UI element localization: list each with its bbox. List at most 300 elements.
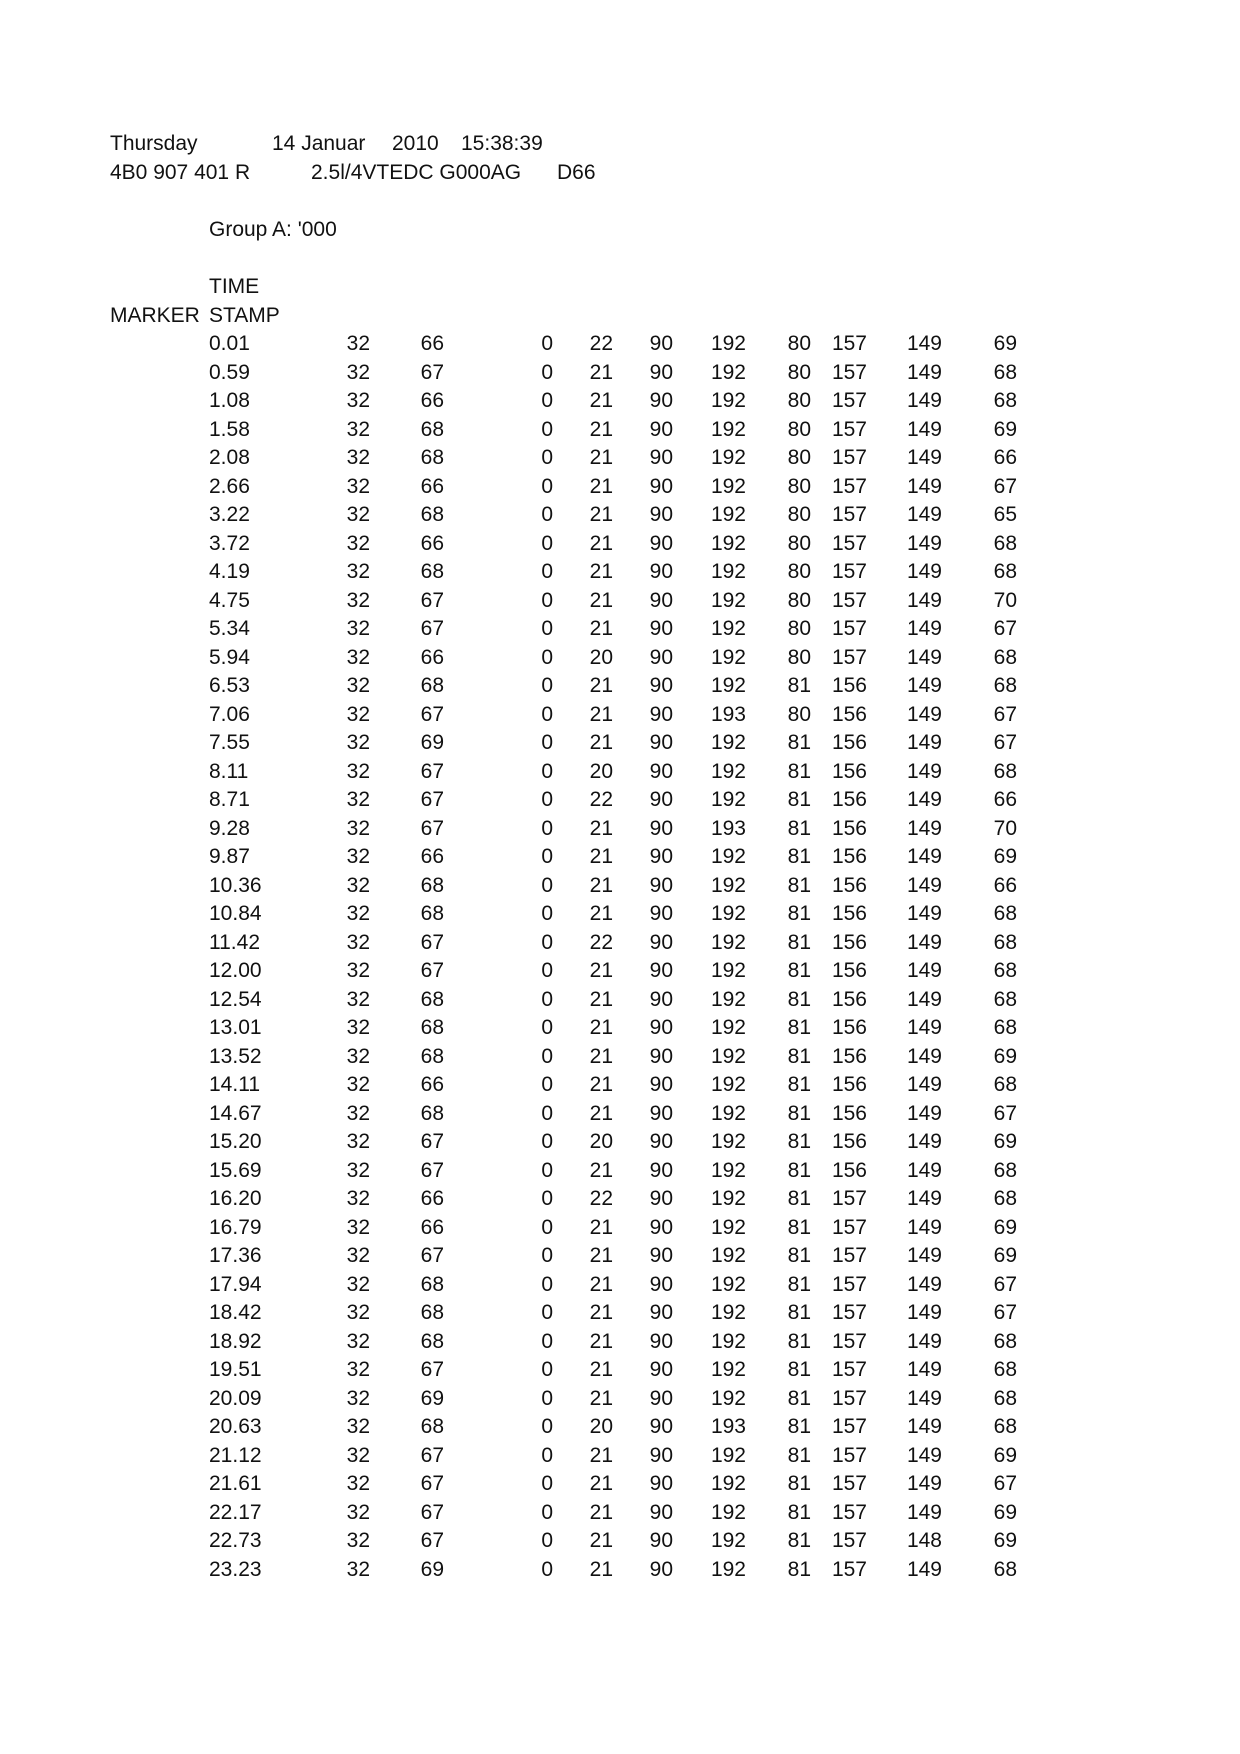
value-cell: 81 [787, 1358, 811, 1381]
value-cell: 192 [710, 1187, 746, 1210]
value-cell: 66 [993, 873, 1017, 897]
time-stamp-cell: 8.11 [209, 759, 249, 783]
time-stamp-cell: 13.01 [209, 1016, 262, 1039]
value-cell: 69 [993, 1044, 1017, 1068]
value-cell: 0 [541, 1472, 553, 1495]
value-cell: 81 [787, 1101, 811, 1125]
value-cell: 68 [993, 645, 1017, 669]
value-cell: 0 [541, 1329, 553, 1353]
value-cell: 90 [649, 902, 673, 925]
value-cell: 192 [710, 1272, 746, 1296]
value-cell: 90 [649, 959, 673, 982]
time-stamp-cell: 3.22 [209, 503, 250, 526]
value-cell: 32 [346, 1415, 370, 1438]
value-cell: 32 [346, 1557, 370, 1581]
value-cell: 192 [710, 1244, 746, 1267]
value-cell: 81 [787, 1329, 811, 1353]
value-cell: 90 [649, 1215, 673, 1239]
value-cell: 21 [589, 503, 613, 526]
value-cell: 192 [710, 446, 746, 469]
value-cell: 67 [420, 1472, 444, 1495]
value-cell: 149 [906, 503, 942, 526]
value-cell: 0 [541, 1016, 553, 1039]
value-cell: 21 [589, 1529, 613, 1552]
value-cell: 157 [831, 1358, 867, 1381]
value-cell: 67 [993, 1272, 1017, 1296]
value-cell: 66 [420, 389, 444, 412]
value-cell: 157 [831, 360, 867, 384]
value-cell: 90 [649, 1358, 673, 1381]
time-stamp-cell: 17.36 [209, 1244, 262, 1267]
time-column-label: TIME [209, 275, 260, 298]
value-cell: 81 [787, 1557, 811, 1581]
value-cell: 32 [346, 389, 370, 412]
value-cell: 66 [420, 1073, 444, 1096]
value-cell: 21 [589, 617, 613, 640]
time-stamp-cell: 1.58 [209, 417, 250, 441]
value-cell: 0 [541, 1386, 553, 1410]
value-cell: 67 [420, 959, 444, 982]
value-cell: 192 [710, 845, 746, 868]
value-cell: 0 [541, 1073, 553, 1096]
value-cell: 149 [906, 332, 942, 355]
value-cell: 149 [906, 1130, 942, 1153]
value-cell: 192 [710, 1130, 746, 1153]
value-cell: 21 [589, 360, 613, 384]
table-row [0, 1244, 1240, 1272]
value-cell: 90 [649, 1130, 673, 1153]
value-cell: 0 [541, 845, 553, 868]
time-stamp-cell: 5.34 [209, 617, 250, 640]
table-row [0, 560, 1240, 588]
value-cell: 68 [420, 1272, 444, 1296]
value-cell: 0 [541, 1101, 553, 1125]
value-cell: 80 [787, 702, 811, 726]
value-cell: 32 [346, 1301, 370, 1324]
time-stamp-cell: 19.51 [209, 1358, 262, 1381]
value-cell: 157 [831, 588, 867, 612]
table-row [0, 902, 1240, 930]
value-cell: 21 [589, 1016, 613, 1039]
value-cell: 0 [541, 332, 553, 355]
value-cell: 192 [710, 1386, 746, 1410]
value-cell: 157 [831, 503, 867, 526]
value-cell: 22 [589, 1187, 613, 1210]
value-cell: 81 [787, 1529, 811, 1552]
marker-column-label: MARKER [110, 304, 200, 327]
value-cell: 21 [589, 1101, 613, 1125]
value-cell: 149 [906, 1044, 942, 1068]
value-cell: 66 [420, 332, 444, 355]
value-cell: 90 [649, 645, 673, 669]
value-cell: 66 [420, 845, 444, 868]
value-cell: 66 [420, 531, 444, 555]
value-cell: 90 [649, 1244, 673, 1267]
value-cell: 67 [420, 702, 444, 726]
value-cell: 149 [906, 959, 942, 982]
value-cell: 149 [906, 1301, 942, 1324]
value-cell: 90 [649, 702, 673, 726]
value-cell: 90 [649, 788, 673, 811]
value-cell: 192 [710, 503, 746, 526]
value-cell: 0 [541, 1215, 553, 1239]
value-cell: 156 [831, 1073, 867, 1096]
table-row [0, 361, 1240, 389]
value-cell: 0 [541, 1130, 553, 1153]
value-cell: 21 [589, 1443, 613, 1467]
value-cell: 90 [649, 731, 673, 754]
time-stamp-cell: 12.00 [209, 959, 262, 982]
value-cell: 149 [906, 1272, 942, 1296]
value-cell: 67 [420, 588, 444, 612]
value-cell: 21 [589, 845, 613, 868]
value-cell: 32 [346, 1158, 370, 1182]
value-cell: 149 [906, 930, 942, 954]
value-cell: 149 [906, 360, 942, 384]
table-row [0, 1016, 1240, 1044]
value-cell: 192 [710, 959, 746, 982]
time-stamp-cell: 10.36 [209, 873, 262, 897]
table-row [0, 931, 1240, 959]
value-cell: 157 [831, 617, 867, 640]
value-cell: 0 [541, 474, 553, 498]
value-cell: 32 [346, 617, 370, 640]
value-cell: 192 [710, 987, 746, 1011]
value-cell: 32 [346, 873, 370, 897]
value-cell: 149 [906, 788, 942, 811]
value-cell: 157 [831, 1215, 867, 1239]
value-cell: 149 [906, 1158, 942, 1182]
value-cell: 90 [649, 1472, 673, 1495]
table-row [0, 1358, 1240, 1386]
value-cell: 157 [831, 1529, 867, 1552]
value-cell: 68 [420, 1044, 444, 1068]
value-cell: 90 [649, 845, 673, 868]
value-cell: 80 [787, 645, 811, 669]
time-stamp-cell: 8.71 [209, 788, 250, 811]
time-stamp-cell: 14.11 [209, 1073, 260, 1096]
value-cell: 0 [541, 873, 553, 897]
value-cell: 148 [906, 1529, 942, 1552]
value-cell: 0 [541, 417, 553, 441]
value-cell: 21 [589, 474, 613, 498]
value-cell: 192 [710, 1158, 746, 1182]
value-cell: 149 [906, 1443, 942, 1467]
table-row [0, 1472, 1240, 1500]
value-cell: 90 [649, 360, 673, 384]
value-cell: 149 [906, 389, 942, 412]
table-row [0, 1216, 1240, 1244]
value-cell: 192 [710, 674, 746, 697]
value-cell: 149 [906, 1386, 942, 1410]
value-cell: 90 [649, 759, 673, 783]
value-cell: 157 [831, 1329, 867, 1353]
value-cell: 149 [906, 702, 942, 726]
value-cell: 32 [346, 902, 370, 925]
value-cell: 192 [710, 1472, 746, 1495]
value-cell: 68 [420, 674, 444, 697]
value-cell: 0 [541, 1358, 553, 1381]
value-cell: 21 [589, 531, 613, 555]
value-cell: 0 [541, 731, 553, 754]
time-stamp-cell: 20.09 [209, 1386, 262, 1410]
value-cell: 70 [993, 588, 1017, 612]
report-date: 14 Januar [272, 132, 366, 155]
value-cell: 32 [346, 1272, 370, 1296]
value-cell: 80 [787, 332, 811, 355]
value-cell: 156 [831, 902, 867, 925]
value-cell: 192 [710, 1301, 746, 1324]
value-cell: 192 [710, 1358, 746, 1381]
value-cell: 67 [993, 474, 1017, 498]
value-cell: 0 [541, 1158, 553, 1182]
value-cell: 157 [831, 560, 867, 583]
value-cell: 90 [649, 1443, 673, 1467]
value-cell: 149 [906, 1016, 942, 1039]
value-cell: 193 [710, 1415, 746, 1438]
value-cell: 67 [420, 1529, 444, 1552]
value-cell: 32 [346, 588, 370, 612]
value-cell: 157 [831, 645, 867, 669]
value-cell: 192 [710, 930, 746, 954]
value-cell: 192 [710, 759, 746, 783]
value-cell: 192 [710, 873, 746, 897]
value-cell: 69 [993, 1500, 1017, 1524]
value-cell: 192 [710, 1016, 746, 1039]
value-cell: 81 [787, 987, 811, 1011]
value-cell: 90 [649, 930, 673, 954]
value-cell: 90 [649, 873, 673, 897]
value-cell: 22 [589, 930, 613, 954]
time-stamp-cell: 9.28 [209, 816, 250, 840]
value-cell: 81 [787, 1443, 811, 1467]
value-cell: 32 [346, 531, 370, 555]
value-cell: 192 [710, 1529, 746, 1552]
value-cell: 149 [906, 1415, 942, 1438]
table-row [0, 703, 1240, 731]
value-cell: 192 [710, 1557, 746, 1581]
value-cell: 32 [346, 645, 370, 669]
value-cell: 21 [589, 816, 613, 840]
value-cell: 81 [787, 759, 811, 783]
value-cell: 68 [420, 1101, 444, 1125]
value-cell: 0 [541, 1443, 553, 1467]
table-row [0, 475, 1240, 503]
value-cell: 21 [589, 1557, 613, 1581]
table-row [0, 1558, 1240, 1586]
time-stamp-cell: 20.63 [209, 1415, 262, 1438]
value-cell: 192 [710, 531, 746, 555]
value-cell: 68 [420, 560, 444, 583]
value-cell: 66 [993, 788, 1017, 811]
value-cell: 149 [906, 1244, 942, 1267]
value-cell: 0 [541, 531, 553, 555]
table-row [0, 1045, 1240, 1073]
table-row [0, 988, 1240, 1016]
value-cell: 81 [787, 1130, 811, 1153]
value-cell: 67 [420, 1158, 444, 1182]
value-cell: 80 [787, 360, 811, 384]
value-cell: 157 [831, 332, 867, 355]
value-cell: 21 [589, 1500, 613, 1524]
value-cell: 80 [787, 617, 811, 640]
value-cell: 0 [541, 1557, 553, 1581]
value-cell: 157 [831, 1500, 867, 1524]
value-cell: 157 [831, 417, 867, 441]
value-cell: 149 [906, 845, 942, 868]
value-cell: 32 [346, 959, 370, 982]
time-stamp-cell: 13.52 [209, 1044, 262, 1068]
value-cell: 21 [589, 1329, 613, 1353]
value-cell: 0 [541, 674, 553, 697]
value-cell: 81 [787, 1244, 811, 1267]
time-stamp-cell: 2.66 [209, 474, 250, 498]
time-stamp-cell: 12.54 [209, 987, 262, 1011]
value-cell: 81 [787, 1301, 811, 1324]
value-cell: 21 [589, 873, 613, 897]
value-cell: 32 [346, 1472, 370, 1495]
value-cell: 32 [346, 759, 370, 783]
value-cell: 22 [589, 332, 613, 355]
value-cell: 0 [541, 788, 553, 811]
value-cell: 156 [831, 930, 867, 954]
value-cell: 0 [541, 446, 553, 469]
value-cell: 20 [589, 1415, 613, 1438]
value-cell: 0 [541, 816, 553, 840]
value-cell: 149 [906, 1500, 942, 1524]
time-stamp-cell: 0.59 [209, 360, 250, 384]
table-row [0, 1501, 1240, 1529]
table-row [0, 589, 1240, 617]
value-cell: 90 [649, 531, 673, 555]
table-row [0, 332, 1240, 360]
value-cell: 21 [589, 1272, 613, 1296]
group-label: Group A: '000 [209, 218, 337, 241]
value-cell: 0 [541, 1272, 553, 1296]
value-cell: 69 [993, 417, 1017, 441]
value-cell: 21 [589, 1215, 613, 1239]
value-cell: 67 [420, 1358, 444, 1381]
value-cell: 81 [787, 1500, 811, 1524]
value-cell: 156 [831, 702, 867, 726]
value-cell: 157 [831, 1443, 867, 1467]
value-cell: 81 [787, 788, 811, 811]
value-cell: 157 [831, 1386, 867, 1410]
value-cell: 32 [346, 930, 370, 954]
value-cell: 68 [420, 1301, 444, 1324]
value-cell: 67 [993, 731, 1017, 754]
value-cell: 81 [787, 1016, 811, 1039]
value-cell: 80 [787, 503, 811, 526]
value-cell: 0 [541, 1529, 553, 1552]
stamp-column-label: STAMP [209, 304, 280, 327]
value-cell: 32 [346, 845, 370, 868]
value-cell: 0 [541, 759, 553, 783]
table-row [0, 1273, 1240, 1301]
value-cell: 157 [831, 446, 867, 469]
value-cell: 67 [420, 360, 444, 384]
report-time: 15:38:39 [461, 132, 543, 155]
value-cell: 81 [787, 1187, 811, 1210]
value-cell: 0 [541, 617, 553, 640]
value-cell: 149 [906, 645, 942, 669]
value-cell: 69 [993, 1244, 1017, 1267]
value-cell: 149 [906, 560, 942, 583]
time-stamp-cell: 22.73 [209, 1529, 262, 1552]
value-cell: 20 [589, 759, 613, 783]
value-cell: 193 [710, 702, 746, 726]
table-row [0, 1330, 1240, 1358]
value-cell: 68 [993, 987, 1017, 1011]
table-row [0, 731, 1240, 759]
time-stamp-cell: 21.12 [209, 1443, 262, 1467]
value-cell: 90 [649, 1329, 673, 1353]
value-cell: 192 [710, 788, 746, 811]
value-cell: 149 [906, 1073, 942, 1096]
value-cell: 21 [589, 731, 613, 754]
time-stamp-cell: 3.72 [209, 531, 250, 555]
value-cell: 81 [787, 1215, 811, 1239]
value-cell: 21 [589, 1158, 613, 1182]
report-day: Thursday [110, 132, 198, 155]
value-cell: 67 [420, 1130, 444, 1153]
table-row [0, 1102, 1240, 1130]
value-cell: 80 [787, 417, 811, 441]
value-cell: 20 [589, 645, 613, 669]
value-cell: 80 [787, 560, 811, 583]
value-cell: 81 [787, 1158, 811, 1182]
value-cell: 32 [346, 1443, 370, 1467]
value-cell: 90 [649, 503, 673, 526]
value-cell: 32 [346, 1044, 370, 1068]
value-cell: 0 [541, 503, 553, 526]
value-cell: 68 [993, 902, 1017, 925]
time-stamp-cell: 4.19 [209, 560, 250, 583]
value-cell: 81 [787, 816, 811, 840]
table-row [0, 1387, 1240, 1415]
value-cell: 192 [710, 474, 746, 498]
value-cell: 90 [649, 560, 673, 583]
value-cell: 149 [906, 1329, 942, 1353]
value-cell: 192 [710, 1215, 746, 1239]
value-cell: 81 [787, 930, 811, 954]
value-cell: 21 [589, 959, 613, 982]
value-cell: 156 [831, 1101, 867, 1125]
value-cell: 149 [906, 674, 942, 697]
value-cell: 21 [589, 389, 613, 412]
value-cell: 0 [541, 389, 553, 412]
value-cell: 32 [346, 446, 370, 469]
value-cell: 157 [831, 1472, 867, 1495]
value-cell: 68 [993, 1187, 1017, 1210]
table-row [0, 532, 1240, 560]
value-cell: 192 [710, 1500, 746, 1524]
table-row [0, 1415, 1240, 1443]
value-cell: 68 [993, 759, 1017, 783]
value-cell: 0 [541, 930, 553, 954]
value-cell: 193 [710, 816, 746, 840]
value-cell: 149 [906, 1215, 942, 1239]
table-row [0, 418, 1240, 446]
table-row [0, 446, 1240, 474]
value-cell: 32 [346, 1529, 370, 1552]
value-cell: 32 [346, 1187, 370, 1210]
table-row [0, 959, 1240, 987]
table-row [0, 1301, 1240, 1329]
value-cell: 21 [589, 1472, 613, 1495]
time-stamp-cell: 15.69 [209, 1158, 262, 1182]
value-cell: 32 [346, 503, 370, 526]
